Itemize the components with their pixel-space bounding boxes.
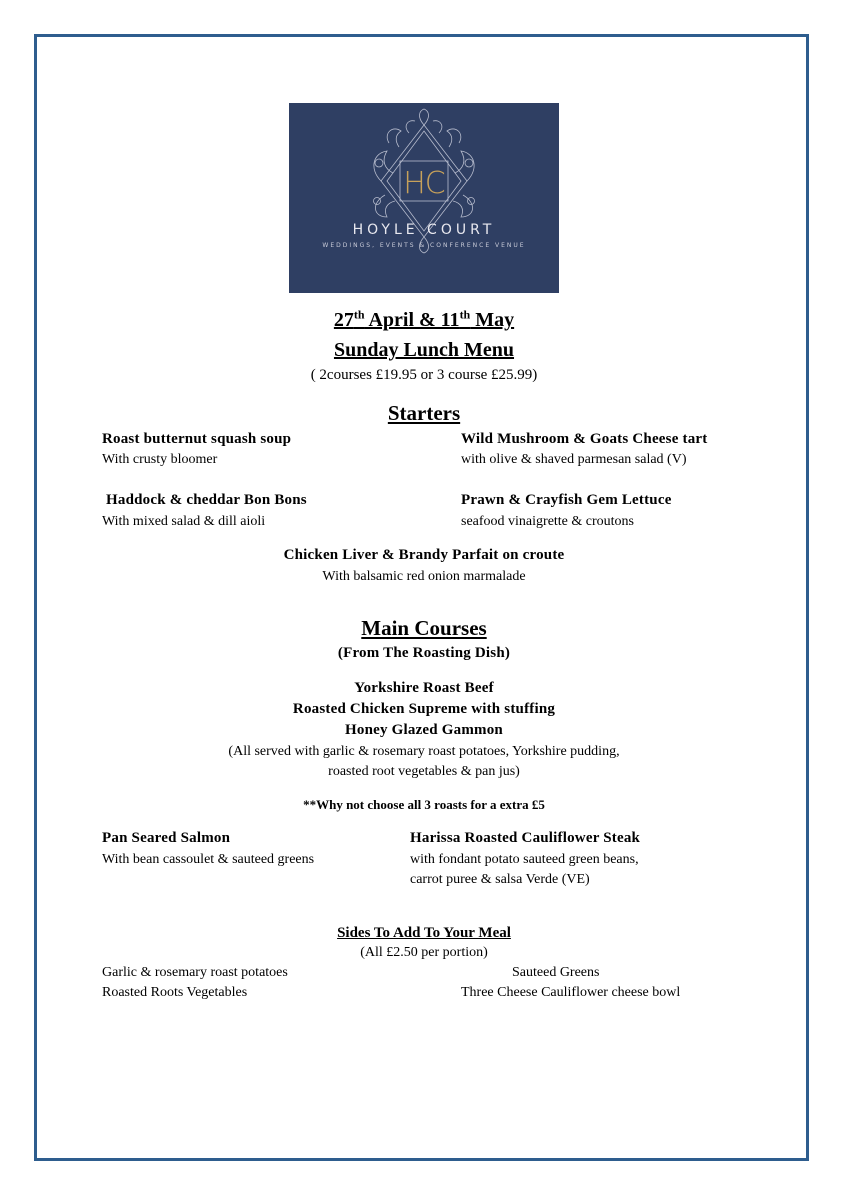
roast-note: (All served with garlic & rosemary roast potatoes, Yorkshire pudding, [228, 744, 620, 759]
sides-heading: Sides To Add To Your Meal [337, 925, 511, 941]
sides-price-note: (All £2.50 per portion) [360, 945, 488, 960]
menu-title: Sunday Lunch Menu [333, 339, 515, 361]
main-item-desc: carrot puree & salsa Verde (VE) [410, 872, 590, 887]
roast-item: Honey Glazed Gammon [345, 722, 503, 738]
side-item: Three Cheese Cauliflower cheese bowl [461, 985, 681, 1000]
starter-item-name: Prawn & Crayfish Gem Lettuce [461, 492, 672, 508]
hoyle-court-logo [289, 103, 559, 293]
logo-monogram: HC [403, 166, 445, 201]
side-item: Roasted Roots Vegetables [102, 985, 248, 1000]
starter-item-name: Roast butternut squash soup [102, 431, 292, 447]
mains-heading: Main Courses [361, 616, 487, 640]
roast-note: roasted root vegetables & pan jus) [328, 764, 520, 779]
main-item-name: Pan Seared Salmon [102, 830, 231, 846]
starter-item-desc: With crusty bloomer [102, 452, 218, 467]
mains-subheading: (From The Roasting Dish) [337, 645, 511, 661]
logo-name: HOYLE COURT [352, 222, 496, 238]
starter-item-name: Haddock & cheddar Bon Bons [106, 492, 307, 508]
main-item-desc: With bean cassoulet & sauteed greens [102, 852, 315, 867]
main-item-name: Harissa Roasted Cauliflower Steak [410, 830, 641, 846]
menu-dates: 27th April & 11th May [333, 307, 515, 331]
starter-item-desc: with olive & shaved parmesan salad (V) [461, 452, 687, 467]
menu-pricing: ( 2courses £19.95 or 3 course £25.99) [310, 367, 538, 383]
logo-tagline: WEDDINGS, EVENTS & CONFERENCE VENUE [322, 242, 526, 249]
starter-item-name: Wild Mushroom & Goats Cheese tart [461, 431, 708, 447]
starter-item-desc: With balsamic red onion marmalade [322, 569, 526, 584]
roast-offer: **Why not choose all 3 roasts for a extra £5 [303, 797, 545, 812]
starter-item-desc: seafood vinaigrette & croutons [461, 514, 635, 529]
starter-item-desc: With mixed salad & dill aioli [102, 514, 266, 529]
starter-item-name: Chicken Liver & Brandy Parfait on croute [283, 547, 565, 563]
main-item-desc: with fondant potato sauteed green beans, [410, 852, 639, 867]
side-item: Sauteed Greens [512, 965, 600, 980]
roast-item: Yorkshire Roast Beef [354, 680, 494, 696]
starters-heading: Starters [387, 401, 461, 425]
side-item: Garlic & rosemary roast potatoes [102, 965, 288, 980]
roast-item: Roasted Chicken Supreme with stuffing [292, 701, 556, 717]
